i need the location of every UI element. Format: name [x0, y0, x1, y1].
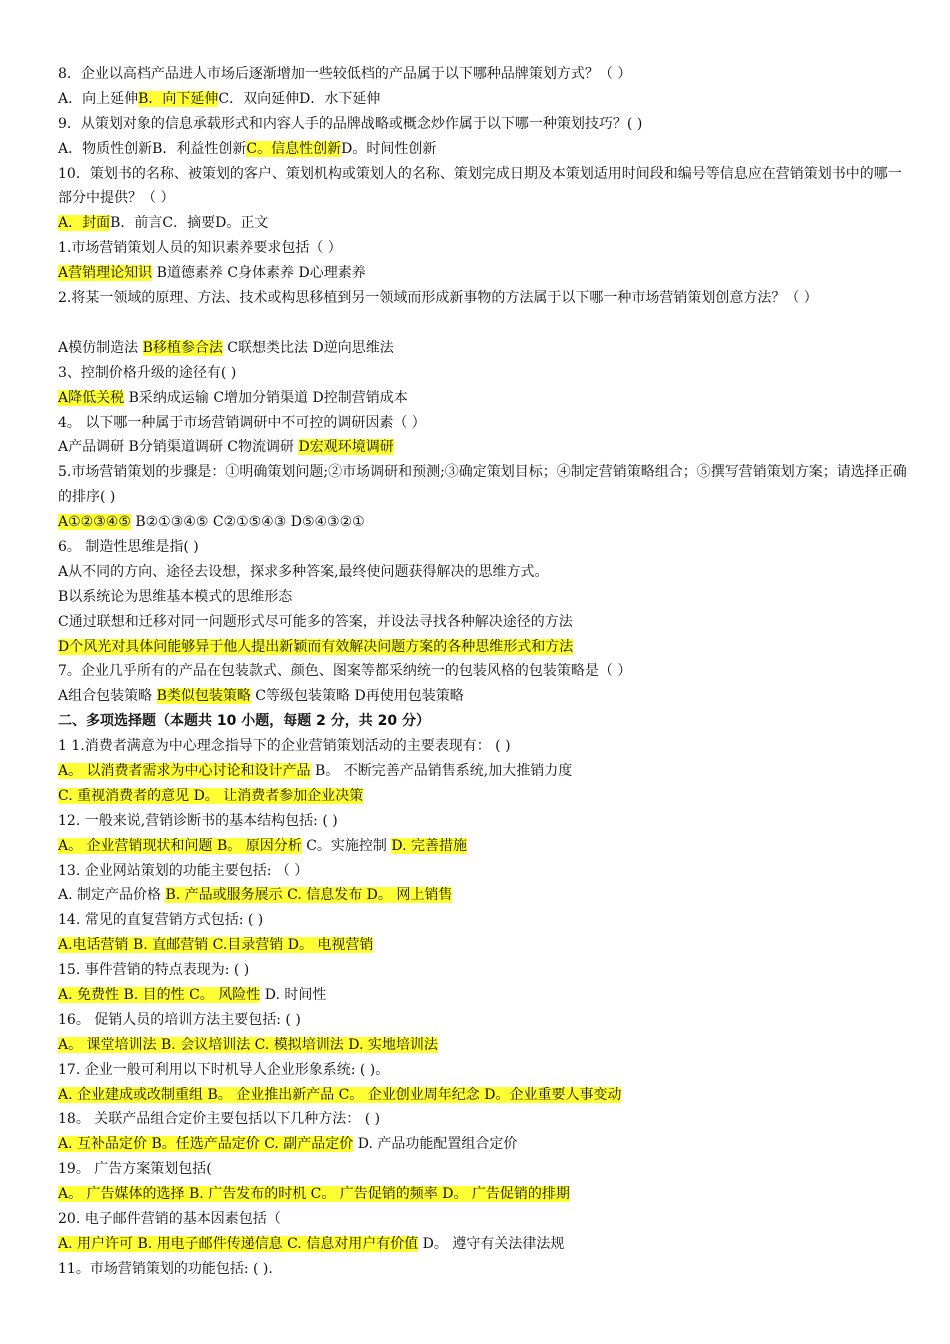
- text-segment: 19。 广告方案策划包括(: [58, 1161, 212, 1178]
- text-segment: 4。 以下哪一种属于市场营销调研中不可控的调研因素（ ）: [58, 414, 426, 431]
- text-segment: 2.将某一领域的原理、方法、技术或构思移植到另一领域而形成新事物的方法属于以下哪一种市场营销策划创意方法？（ ）: [58, 290, 818, 307]
- highlighted-answer: A。 课堂培训法 B. 会议培训法 C. 模拟培训法 D. 实地培训法: [58, 1036, 438, 1053]
- text-segment: B道德素养 C身体素养 D心理素养: [152, 265, 366, 282]
- text-line: [58, 859, 910, 884]
- text-line: [58, 1033, 910, 1058]
- highlighted-answer: A. 互补品定价 B。任选产品定价 C. 副产品定价: [58, 1136, 354, 1153]
- section-heading: [58, 709, 910, 734]
- text-line: [58, 659, 910, 684]
- text-line: [58, 87, 910, 112]
- text-segment: A组合包装策略: [58, 688, 157, 705]
- text-line: [58, 112, 910, 137]
- text-line: [58, 1157, 910, 1182]
- highlighted-answer: B移植参合法: [142, 339, 223, 356]
- text-line: [58, 834, 910, 859]
- text-segment: C等级包装策略 D再使用包装策略: [250, 688, 464, 705]
- highlighted-answer: A。 广告媒体的选择 B. 广告发布的时机 C。 广告促销的频率 D。 广告促销的排期: [58, 1186, 570, 1203]
- text-line: [58, 684, 910, 709]
- text-segment: C联想类比法 D逆向思维法: [222, 339, 394, 356]
- text-segment: 18。 关联产品组合定价主要包括以下几种方法： ( ): [58, 1111, 381, 1128]
- text-segment: A. 制定产品价格: [58, 887, 166, 904]
- text-segment: A产品调研 B分销渠道调研 C物流调研: [58, 439, 299, 456]
- text-segment: 3、控制价格升级的途径有( ): [58, 364, 237, 381]
- text-segment: 二、多项选择题（本题共 10 小题，每题 2 分，共 20 分）: [58, 713, 430, 730]
- text-segment: 5.市场营销策划的步骤是：①明确策划问题;②市场调研和预测;③确定策划目标；④制定营销策略组合；⑤撰写营销策划方案；请选择正确的排序( ): [58, 464, 907, 506]
- text-segment: B采纳成运输 C增加分销渠道 D控制营销成本: [124, 389, 408, 406]
- text-line: [58, 908, 910, 933]
- text-line: [58, 734, 910, 759]
- text-line: [58, 933, 910, 958]
- highlighted-answer: A①②③④⑤: [58, 514, 131, 531]
- text-segment: 1 1.消费者满意为中心理念指导下的企业营销策划活动的主要表现有： ( ): [58, 738, 511, 755]
- highlighted-answer: B类似包装策略: [156, 688, 251, 705]
- text-segment: 12. 一般来说,营销诊断书的基本结构包括: ( ): [58, 812, 338, 829]
- text-line: [58, 883, 910, 908]
- text-line: [58, 435, 910, 460]
- text-segment: C通过联想和迁移对同一问题形式尽可能多的答案，并设法寻找各种解决途径的方法: [58, 613, 573, 630]
- highlighted-answer: C。信息性创新: [246, 140, 342, 157]
- text-line: [58, 759, 910, 784]
- text-segment: 9．从策划对象的信息承载形式和内容人手的品牌战略或概念炒作属于以下哪一种策划技巧？( ): [58, 115, 643, 132]
- text-line: [58, 460, 910, 510]
- text-segment: B．前言C．摘要D。正文: [110, 215, 269, 232]
- text-line: [58, 1182, 910, 1207]
- text-segment: 8．企业以高档产品进人市场后逐渐增加一些较低档的产品属于以下哪种品牌策划方式？（ ）: [58, 66, 632, 82]
- text-segment: 1.市场营销策划人员的知识素养要求包括（ ）: [58, 240, 342, 257]
- text-line: [58, 1058, 910, 1083]
- highlighted-answer: A。 企业营销现状和问题 B。 原因分析: [58, 837, 302, 854]
- text-line: [58, 585, 910, 610]
- highlighted-answer: A. 企业建成或改制重组 B。 企业推出新产品 C。 企业创业周年纪念 D。企业重要人事变动: [58, 1086, 622, 1103]
- text-segment: 14. 常见的直复营销方式包括: ( ): [58, 912, 264, 929]
- text-line: [58, 137, 910, 162]
- text-segment: 15. 事件营销的特点表现为: ( ): [58, 962, 250, 979]
- text-segment: 20. 电子邮件营销的基本因素包括（: [58, 1211, 281, 1228]
- text-segment: C．双向延伸D．水下延伸: [218, 90, 381, 107]
- highlighted-answer: B. 产品或服务展示 C. 信息发布 D。 网上销售: [165, 887, 453, 904]
- highlighted-answer: B．向下延伸: [138, 90, 219, 107]
- highlighted-answer: A.电话营销 B. 直邮营销 C.目录营销 D。 电视营销: [58, 937, 374, 954]
- highlighted-answer: C. 重视消费者的意见 D。 让消费者参加企业决策: [58, 787, 364, 804]
- highlighted-answer: D. 完善措施: [391, 837, 468, 854]
- text-segment: A．物质性创新B．利益性创新: [58, 140, 247, 157]
- text-segment: A．向上延伸: [58, 90, 139, 107]
- text-line: [58, 62, 910, 87]
- text-line: [58, 1207, 910, 1232]
- text-segment: 10．策划书的名称、被策划的客户、策划机构或策划人的名称、策划完成日期及本策划适用时间段和编号等信息应在营销策划书中的哪一部分中提供？（ ）: [58, 165, 902, 207]
- text-segment: 17. 企业一般可利用以下时机导人企业形象系统: ( )。: [58, 1061, 390, 1078]
- text-segment: B以系统论为思维基本模式的思维形态: [58, 588, 293, 605]
- text-line: [58, 261, 910, 286]
- text-line: [58, 162, 910, 212]
- text-line: [58, 336, 910, 361]
- text-segment: 7。企业几乎所有的产品在包装款式、颜色、图案等都采纳统一的包装风格的包装策略是（ ）: [58, 663, 632, 680]
- text-segment: D. 时间性: [260, 987, 327, 1003]
- text-line: [58, 211, 910, 236]
- text-line: [58, 510, 910, 535]
- text-segment: A从不同的方向、途径去设想，探求多种答案,最终使问题获得解决的思维方式。: [58, 563, 549, 580]
- text-line: [58, 809, 910, 834]
- highlighted-answer: D个风光对具体问能够异于他人提出新颖而有效解决问题方案的各种思维形式和方法: [58, 638, 574, 655]
- text-line: [58, 560, 910, 585]
- highlighted-answer: D宏观环境调研: [298, 439, 394, 456]
- highlighted-answer: A. 用户许可 B. 用电子邮件传递信息 C. 信息对用户有价值: [58, 1235, 419, 1252]
- text-line: [58, 1257, 910, 1282]
- text-line: [58, 386, 910, 411]
- text-line: [58, 635, 910, 660]
- text-segment: A模仿制造法: [58, 339, 143, 356]
- text-line: [58, 1232, 910, 1257]
- text-line: [58, 535, 910, 560]
- text-segment: 11。市场营销策划的功能包括: ( ).: [58, 1260, 273, 1277]
- text-segment: 13. 企业网站策划的功能主要包括: （ ）: [58, 862, 309, 879]
- text-segment: D。时间性创新: [341, 140, 437, 157]
- text-segment: D. 产品功能配置组合定价: [353, 1136, 518, 1153]
- text-segment: D。 遵守有关法律法规: [418, 1235, 565, 1252]
- text-line: [58, 411, 910, 436]
- text-line: [58, 983, 910, 1008]
- highlighted-answer: A. 免费性 B. 目的性 C。 风险性: [58, 987, 261, 1003]
- text-line: [58, 286, 910, 336]
- highlighted-answer: A。 以消费者需求为中心讨论和设计产品: [58, 762, 311, 779]
- text-line: [58, 1008, 910, 1033]
- text-line: [58, 958, 910, 983]
- text-line: [58, 236, 910, 261]
- text-segment: 16。 促销人员的培训方法主要包括: ( ): [58, 1011, 301, 1028]
- highlighted-answer: A．封面: [58, 215, 111, 232]
- text-line: [58, 1107, 910, 1132]
- text-line: [58, 361, 910, 386]
- highlighted-answer: A降低关税: [58, 389, 125, 406]
- text-segment: 6。 制造性思维是指( ): [58, 538, 199, 555]
- text-line: [58, 1083, 910, 1108]
- text-segment: C。实施控制: [301, 837, 392, 854]
- text-segment: B。 不断完善产品销售系统,加大推销力度: [310, 762, 573, 779]
- text-line: [58, 784, 910, 809]
- text-segment: B②①③④⑤ C②①⑤④③ D⑤④③②①: [130, 514, 365, 531]
- highlighted-answer: A营销理论知识: [58, 265, 153, 282]
- text-line: [58, 610, 910, 635]
- text-line: [58, 1132, 910, 1157]
